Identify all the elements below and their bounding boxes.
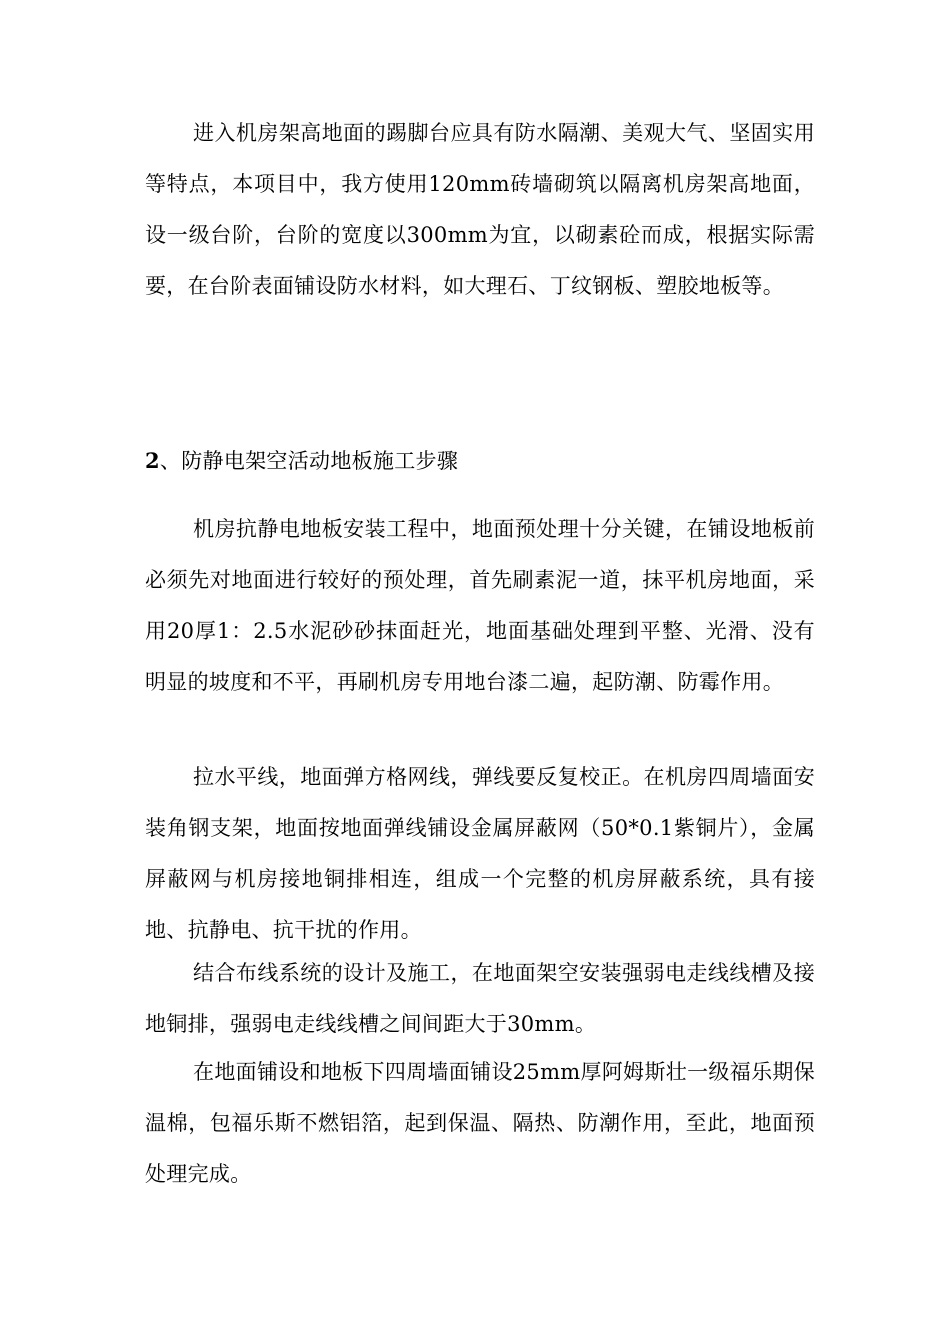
- section-number: 2: [145, 448, 160, 473]
- section-heading: [145, 435, 815, 487]
- paragraph-cable-trays: 结合布线系统的设计及施工，在地面架空安装强弱电走线线槽及接地铜排，强弱电走线线槽之间间距大于30mm。: [145, 961, 815, 1036]
- section-title: 、防静电架空活动地板施工步骤: [159, 449, 459, 473]
- paragraph-floor-pretreatment: 机房抗静电地板安装工程中，地面预处理十分关键，在铺设地板前必须先对地面进行较好的预处理，首先刷素泥一道，抹平机房地面，采用20厚1：2.5水泥砂砂抹面赶光，地面基础处理到平整、光滑、没有明显的坡度和不平，再刷机房专用地台漆二遍，起防潮、防霉作用。: [145, 517, 815, 694]
- paragraph-shielding-grid: 拉水平线，地面弹方格网线，弹线要反复校正。在机房四周墙面安装角钢支架，地面按地面弹线铺设金属屏蔽网（50*0.1紫铜片），金属屏蔽网与机房接地铜排相连，组成一个完整的机房屏蔽系统，具有接地、抗静电、抗干扰的作用。: [145, 765, 815, 942]
- paragraph-insulation: 在地面铺设和地板下四周墙面铺设25mm厚阿姆斯壮一级福乐期保温棉，包福乐斯不燃铝箔，起到保温、隔热、防潮作用，至此，地面预处理完成。: [145, 1060, 815, 1186]
- paragraph-baseboard: 进入机房架高地面的踢脚台应具有防水隔潮、美观大气、坚固实用等特点，本项目中，我方使用120mm砖墙砌筑以隔离机房架高地面，设一级台阶，台阶的宽度以300mm为宜，以砌素砼而成，根据实际需要，在台阶表面铺设防水材料，如大理石、丁纹钢板、塑胶地板等。: [145, 121, 815, 298]
